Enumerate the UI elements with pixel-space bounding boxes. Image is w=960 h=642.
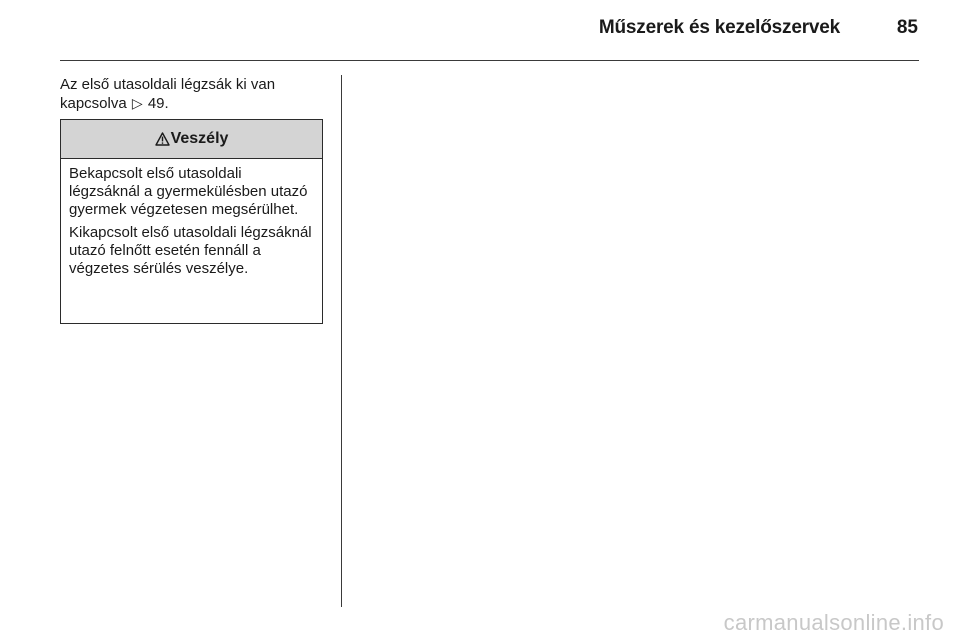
warning-triangle-icon [155,132,170,146]
intro-paragraph [60,76,330,113]
warning-paragraph-2: Kikapcsolt első utasoldali légzsáknál utazó felnőtt esetén fennáll a végzetes sérülés veszélye. [69,224,312,277]
warning-paragraph-1: Bekapcsolt első utasoldali légzsáknál a gyermekülésben utazó gyermek végzetesen megsérülhet. [69,165,308,218]
warning-header [61,120,322,159]
column-divider [341,75,342,607]
warning-body [61,159,322,278]
watermark: carmanualsonline.info [723,610,944,635]
intro-text: Az első utasoldali légzsák ki van kapcsolva [60,76,276,112]
reference-page: 49. [147,95,169,112]
warning-box [60,119,323,324]
header-rule [60,60,919,61]
warning-title: Veszély [170,130,229,147]
page-number: 85 [896,17,918,38]
page-title: Műszerek és kezelőszervek [598,17,840,38]
reference-arrow-icon: ▷ [131,95,143,111]
